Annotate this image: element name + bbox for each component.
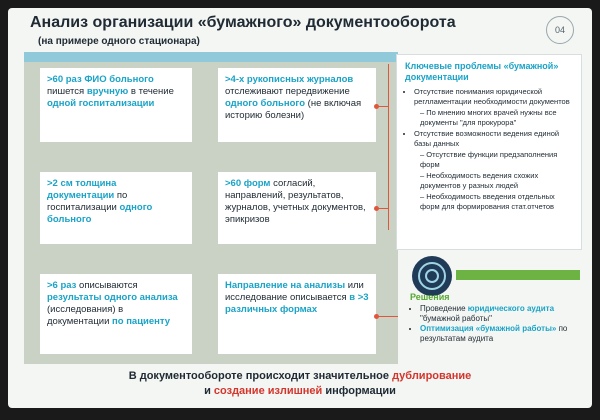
- text-run: одного: [119, 202, 153, 213]
- text-run: >60 раз ФИО больного: [47, 74, 154, 85]
- conclusion-line-1: [8, 370, 592, 382]
- solution-item: [420, 324, 572, 344]
- fact-card-directions: [218, 274, 376, 354]
- conclusion-text: информации: [322, 385, 396, 397]
- problem-item: • Отсутствие возможности ведения единой базы данных: [414, 129, 573, 148]
- slide-subtitle: (на примере одного стационара): [38, 36, 200, 47]
- text-run: Проведение: [420, 304, 468, 313]
- conclusion-line-2: [8, 385, 592, 397]
- solutions-accent-bar: [456, 270, 580, 280]
- connector-line-3: [376, 316, 398, 317]
- fact-card-forms: [218, 172, 376, 244]
- text-run: или исследование описывается: [225, 280, 364, 303]
- text-run: документации: [47, 190, 115, 201]
- text-run: согласий, направлений, результатов, журналов, учетных документов, эпикризов: [225, 178, 366, 225]
- conclusion-text: и: [204, 385, 214, 397]
- fact-card-fio: [40, 68, 192, 142]
- text-run: "бумажной работы": [420, 314, 493, 323]
- text-run: >4-х рукописных журналов: [225, 74, 354, 85]
- text-run: отслеживают передвижение: [225, 86, 350, 97]
- solutions-list: [410, 304, 572, 344]
- text-run: по результатам аудита: [420, 324, 568, 343]
- problem-subitem: – Необходимость введения отдельных форм для формирования стат.отчетов: [420, 192, 573, 211]
- fact-card-journals: [218, 68, 376, 142]
- fact-card-thickness: [40, 172, 192, 244]
- problem-subitem: – По мнению многих врачей нужны все документы "для прокурора": [420, 108, 573, 127]
- connector-dot-1: [374, 104, 379, 109]
- slide-title: Анализ организации «бумажного» документооборота: [30, 14, 456, 31]
- text-run: Оптимизация «бумажной работы»: [420, 324, 557, 333]
- key-problems-list: [405, 87, 573, 211]
- conclusion-text: В документообороте происходит значительное: [128, 370, 393, 382]
- facts-panel-strip: [24, 52, 398, 62]
- text-run: одного больного: [225, 98, 306, 109]
- fact-card-analysis: [40, 274, 192, 354]
- text-run: одной госпитализации: [47, 98, 155, 109]
- conclusion-highlight-excess: создание излишней: [213, 385, 323, 397]
- key-problems-header: Ключевые проблемы «бумажной» документации: [405, 61, 559, 82]
- text-run: Направление на анализы: [225, 280, 346, 291]
- text-run: вручную: [86, 86, 129, 97]
- connector-dot-3: [374, 314, 379, 319]
- key-problems-box: [396, 54, 582, 250]
- page-number-badge: 04: [546, 16, 574, 44]
- text-run: (исследования) в документации: [47, 304, 124, 327]
- text-run: по госпитализации: [47, 190, 128, 213]
- text-run: в >3 различных формах: [225, 292, 369, 315]
- solutions-header: Решения: [410, 292, 450, 302]
- solutions-box: [402, 288, 580, 362]
- slide: [8, 8, 592, 408]
- connector-bracket: [388, 64, 389, 230]
- text-run: >2 см толщина: [47, 178, 117, 189]
- problem-item: • Отсутствие понимания юридической реглламентации необходимости документов: [414, 87, 573, 106]
- connector-dot-2: [374, 206, 379, 211]
- text-run: по пациенту: [112, 316, 171, 327]
- text-run: описываются: [76, 280, 138, 291]
- problem-subitem: – Отсутствие функции предзаполнения форм: [420, 150, 573, 169]
- problem-subitem: – Необходимость ведения схожих документов у разных людей: [420, 171, 573, 190]
- text-run: больного: [47, 214, 92, 225]
- text-run: (не включая историю болезни): [225, 98, 362, 121]
- conclusion-highlight-duplication: дублирование: [392, 370, 472, 382]
- text-run: результаты одного анализа: [47, 292, 178, 303]
- text-run: >60 форм: [225, 178, 271, 189]
- text-run: >6 раз: [47, 280, 77, 291]
- facts-panel: [24, 52, 398, 364]
- text-run: юридического аудита: [467, 304, 555, 313]
- solution-item: [420, 304, 572, 324]
- text-run: пишется: [47, 86, 87, 97]
- text-run: в течение: [128, 86, 174, 97]
